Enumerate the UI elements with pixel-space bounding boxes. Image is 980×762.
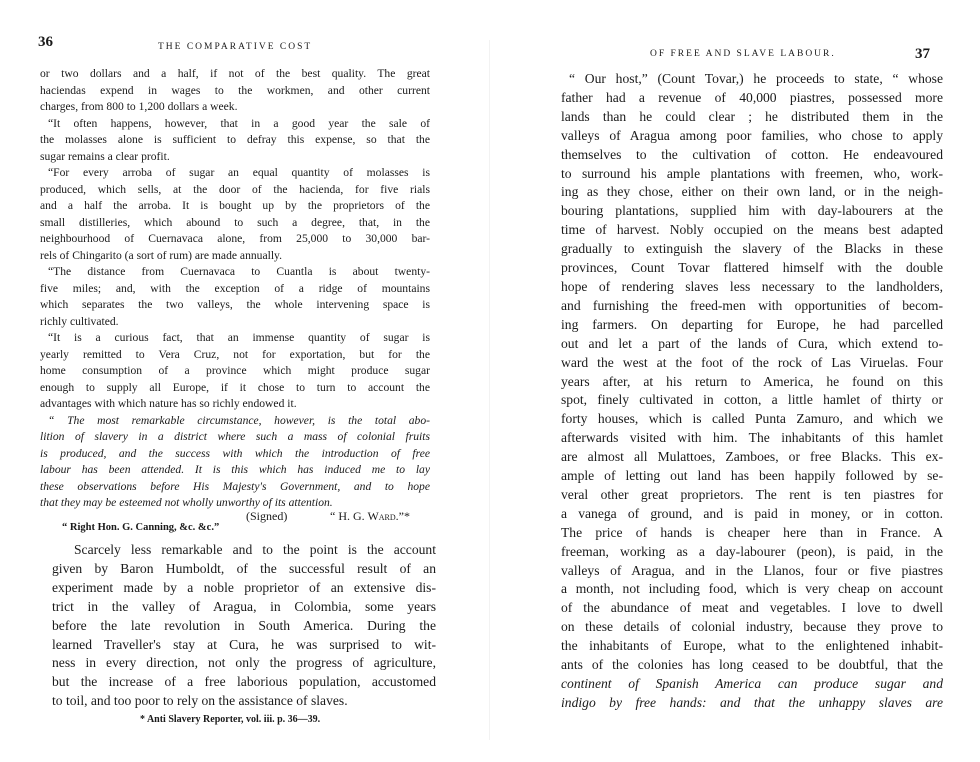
text-line: forty houses, which is called Punta Zamuro, and which we [561, 411, 943, 427]
running-head: THE COMPARATIVE COST [158, 42, 313, 52]
text-line: out and let a part of the lands of Cura, which extend to- [561, 335, 943, 351]
text-line: The price of hands is cheaper here than in France. A [561, 524, 943, 540]
text-line: given by Baron Humboldt, of the successful result of an [52, 560, 436, 576]
quoted-dispatch [40, 66, 430, 512]
text-line: and a half the arroba. It is bought up by the proprietors of the [40, 199, 430, 212]
text-line: experiment made by a noble proprietor of an extensive dis- [52, 579, 436, 595]
text-line: ample of letting out land has been happily followed by se- [561, 468, 943, 484]
text-line: afterwards visited with him. The inhabitants of this hamlet [561, 430, 943, 446]
text-line: lition of slavery in a district where such a mass of colonial fruits [40, 430, 430, 443]
text-line: yearly remitted to Vera Cruz, not for exportation, but for the [40, 347, 430, 361]
text-line: hope of rendering slaves less necessary to the landholders, [561, 278, 943, 294]
text-line: father had a revenue of 40,000 piastres, possessed more [561, 89, 943, 105]
text-line: enough to supply all Europe, if it chose to turn to account the [40, 380, 430, 394]
text-line: ants of the colonies has long ceased to be doubtful, that the [561, 657, 943, 673]
text-line: continent of Spanish America can produce sugar and [561, 676, 943, 691]
text-line: ward the west at the foot of the rock of Las Viruelas. Four [561, 354, 943, 370]
text-line: time of harvest. Nobly occupied on the means best adapted [561, 222, 943, 238]
right-page [490, 0, 980, 762]
text-line: the inhabitants of Europe, what to the enlightened inhabit- [561, 638, 943, 654]
text-line: valleys of Aragua among poor families, who chose to apply [561, 127, 943, 143]
text-line: ing farmers. On departing for Europe, he had parcelled [561, 316, 943, 332]
text-line: charges, from 800 to 1,200 dollars a week. [40, 100, 238, 113]
text-line: that they may be esteemed not wholly unworthy of its attention. [40, 496, 333, 509]
footnote: * Anti Slavery Reporter, vol. iii. p. 36—39. [140, 714, 321, 725]
text-line: “The distance from Cuernavaca to Cuantla is about twenty- [48, 265, 430, 278]
text-line: years after, at his return to America, he found on this [561, 373, 943, 389]
text-line: small distilleries, which abound to such a degree, that, in the [40, 215, 430, 229]
text-line: learned Traveller's stay at Cura, he was surprised to wit- [52, 636, 436, 652]
text-line: before the late revolution in South America. During the [52, 617, 436, 633]
text-line: and furnishing the freed-men with opportunities of becom- [561, 297, 943, 313]
body-text [561, 70, 943, 713]
text-line: “It often happens, however, that in a good year the sale of [48, 116, 430, 130]
text-line: these observations before His Majesty's Government, and to hope [40, 479, 430, 493]
text-line: neighbourhood of Cuernavaca alone, from 25,000 to 30,000 bar- [40, 232, 430, 245]
text-line: ing as they chose, either on their own land, or in the neigh- [561, 184, 943, 200]
signatory: “ H. G. Ward.”* [330, 509, 410, 523]
text-line: of the abundance of meat and vegetables. I love to dwell [561, 600, 943, 616]
text-line: “ Our host,” (Count Tovar,) he proceeds to state, “ whose [569, 71, 943, 86]
text-line: indigo by free hands: and that the unhappy slaves are [561, 694, 943, 710]
text-line: spot, finely cultivated in cotton, a little hamlet of thirty or [561, 392, 943, 408]
text-line: “For every arroba of sugar an equal quantity of molasses is [48, 166, 430, 179]
text-line: freeman, working as a day-labourer (peon), is paid, in the [561, 543, 943, 559]
text-line: rels of Chingarito (a sort of rum) are made annually. [40, 248, 282, 262]
text-line: sugar remains a clear profit. [40, 149, 170, 163]
text-line: a vanega of ground, and is paid in money, or in cotton. [561, 505, 943, 521]
text-line: trict in the valley of Aragua, in Colombia, some years [52, 598, 436, 614]
text-line: labour has been attended. It is this which has induced me to lay [40, 463, 430, 476]
text-line: richly cultivated. [40, 314, 119, 328]
text-line: the molasses alone is sufficient to defray this expense, so that the [40, 133, 430, 146]
running-head: OF FREE AND SLAVE LABOUR. [650, 49, 836, 59]
text-line: to surround his ample plantations with freemen, who, work- [561, 165, 943, 181]
text-line: Scarcely less remarkable and to the point is the account [74, 542, 436, 557]
text-line: valleys of Aragua, and in the Llanos, four or five piastres [561, 562, 943, 578]
text-line: haciendas expend in wages to the workmen, and other current [40, 83, 430, 97]
addressee: “ Right Hon. G. Canning, &c. &c.” [62, 522, 220, 533]
text-line: “It is a curious fact, that an immense quantity of sugar is [48, 331, 430, 344]
text-line: but the increase of a free laborious population, accustomed [52, 674, 436, 690]
signed-label: (Signed) [246, 509, 288, 523]
text-line: themselves to the cultivation of cotton. He endeavoured [561, 146, 943, 162]
text-line: or two dollars and a half, if not of the best quality. The great [40, 67, 430, 80]
text-line: are almost all Mulattoes, Zamboes, or free Blacks. This ex- [561, 449, 943, 465]
text-line: produced, which sells, at the door of the hacienda, for five rials [40, 182, 430, 196]
text-line: to toil, and too poor to rely on the assistance of slaves. [52, 693, 348, 709]
text-line: home consumption of a province which might produce sugar [40, 364, 430, 377]
page-number: 36 [38, 34, 53, 50]
text-line: advantages with which nature has so richly endowed it. [40, 397, 297, 410]
text-line: bouring plantations, supplied him with day-labourers at the [561, 203, 943, 219]
text-line: lands than he could clear ; he distributed them in the [561, 108, 943, 124]
text-line: a month, not including food, which is very cheap on account [561, 581, 943, 597]
text-line: five miles; and, with the exception of a ridge of mountains [40, 281, 430, 295]
text-line: “ The most remarkable circumstance, however, is the total abo- [48, 413, 430, 427]
text-line: which separates the two valleys, the whole intervening space is [40, 298, 430, 311]
text-line: veral other great proprietors. The rent is ten piastres for [561, 486, 943, 502]
text-line: ness in every direction, not only the progress of agriculture, [52, 655, 436, 671]
page-number: 37 [915, 46, 930, 62]
text-line: provinces, Count Tovar flattered himself with the double [561, 260, 943, 276]
text-line: is produced, and the success with which the introduction of free [40, 446, 430, 460]
text-line: on these details of colonial industry, because they prove to [561, 619, 943, 635]
text-line: gradually to extinguish the slavery of the Blacks in these [561, 241, 943, 257]
body-text [52, 541, 436, 711]
